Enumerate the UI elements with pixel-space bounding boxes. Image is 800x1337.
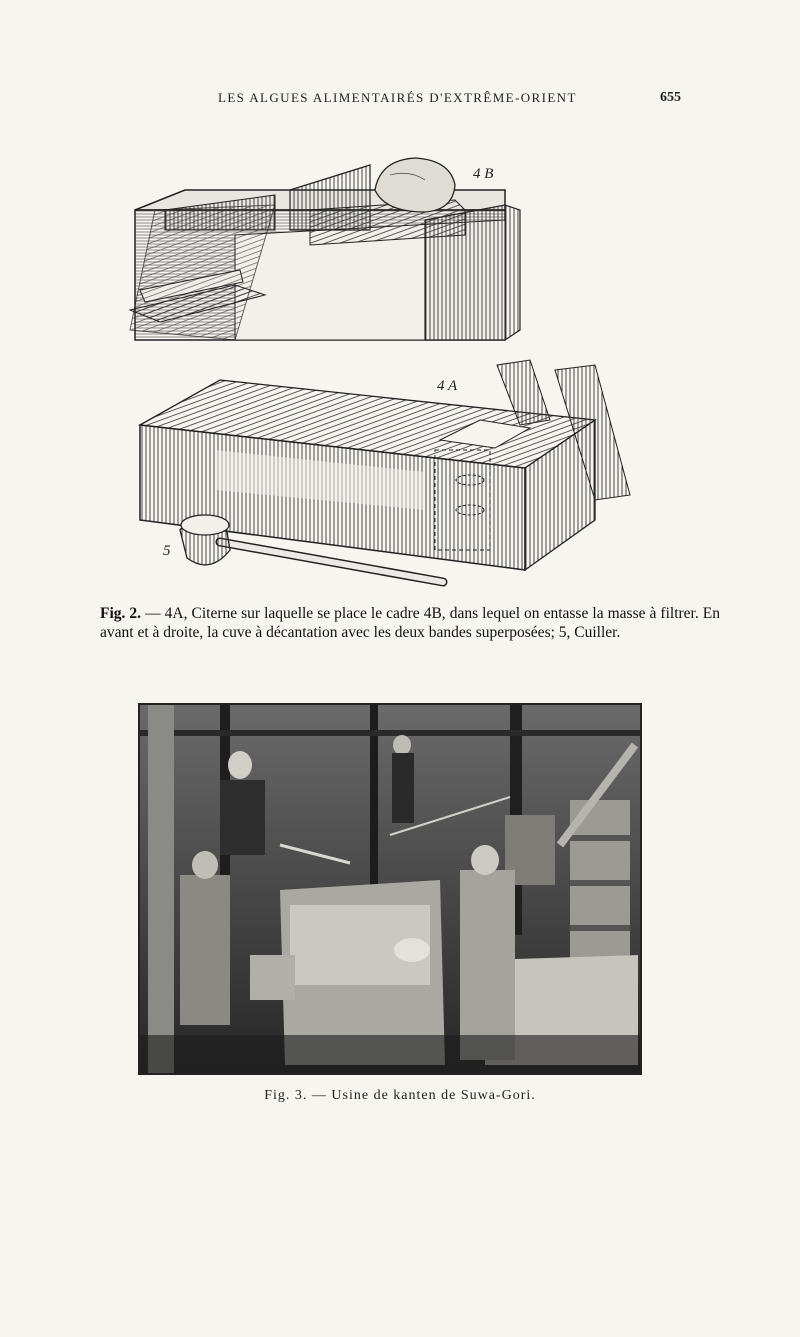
- factory-photo-drawing: [140, 705, 640, 1073]
- figure-3-caption: Fig. 3. — Usine de kanten de Suwa-Gori.: [264, 1088, 536, 1103]
- figure-3-photograph: [138, 703, 642, 1075]
- page-number: 655: [660, 90, 681, 105]
- label-4b: 4 B: [473, 166, 494, 182]
- figure-2-illustration: [125, 150, 640, 595]
- figure-2-caption: [100, 604, 720, 642]
- figure-2-drawing: [125, 150, 640, 595]
- frame-4b-drawing: [130, 158, 520, 340]
- label-4a: 4 A: [437, 378, 458, 394]
- figure-2-caption-text: — 4A, Citerne sur laquelle se place le cadre 4B, dans lequel on entasse la masse à filtrer. En avant et à droite, la cuve à décantation avec les deux bandes superposées; 5, Cuiller.: [100, 605, 720, 641]
- running-title: LES ALGUES ALIMENTAIRÉS D'EXTRÊME-ORIENT: [218, 90, 577, 105]
- figure-2-tag: Fig. 2.: [100, 605, 142, 622]
- label-5: 5: [163, 543, 171, 559]
